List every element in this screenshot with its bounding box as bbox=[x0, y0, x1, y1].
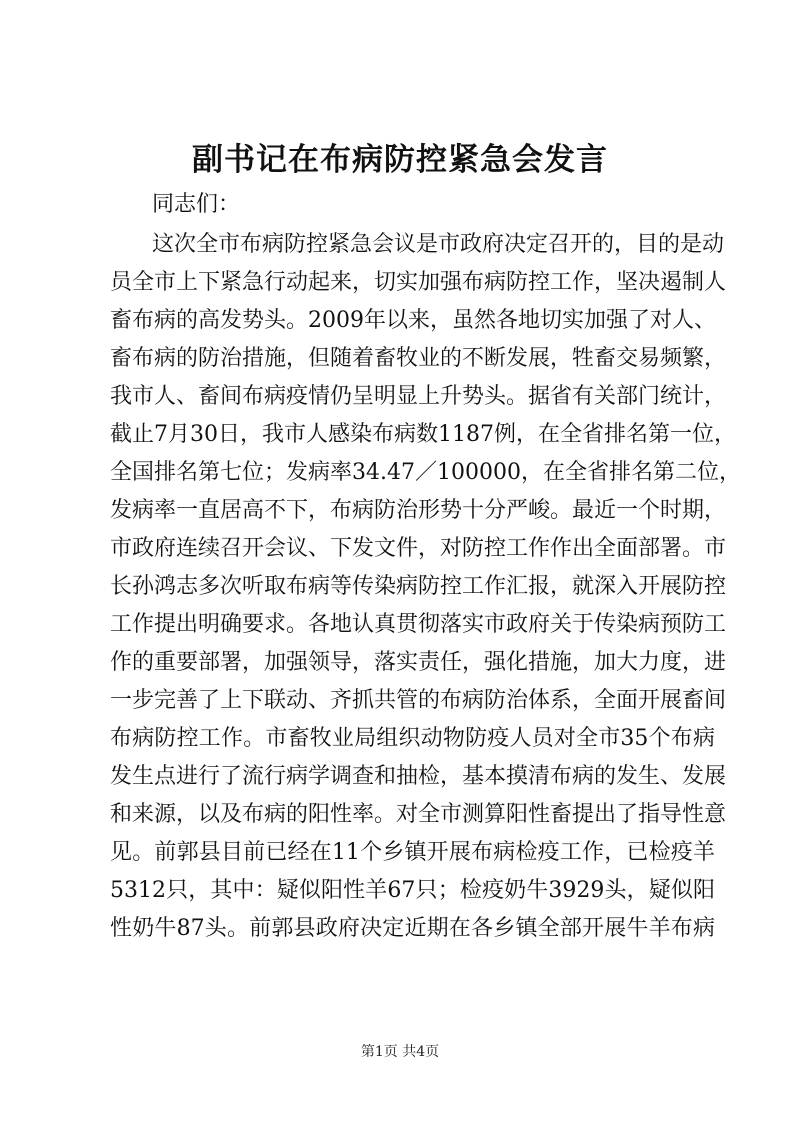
document-title: 副书记在布病防控紧急会发言 bbox=[192, 142, 608, 178]
paragraph-line: 和来源，以及布病的阳性率。对全市测算阳性畜提出了指导性意 bbox=[110, 802, 727, 827]
paragraph-line: 截止7月30日，我市人感染布病数1187例，在全省排名第一位， bbox=[110, 422, 736, 447]
paragraph-line: 长孙鸿志多次听取布病等传染病防控工作汇报，就深入开展防控 bbox=[110, 574, 727, 599]
paragraph-line: 市政府连续召开会议、下发文件，对防控工作作出全面部署。市 bbox=[110, 536, 727, 561]
paragraph-line: 这次全市布病防控紧急会议是市政府决定召开的，目的是动 bbox=[152, 232, 725, 257]
paragraph-line: 畜布病的防治措施，但随着畜牧业的不断发展，牲畜交易频繁， bbox=[110, 346, 727, 371]
paragraph-line: 畜布病的高发势头。2009年以来，虽然各地切实加强了对人、 bbox=[110, 308, 716, 333]
paragraph-line: 布病防控工作。市畜牧业局组织动物防疫人员对全市35个布病 bbox=[110, 726, 715, 751]
paragraph-line: 作的重要部署，加强领导，落实责任，强化措施，加大力度，进 bbox=[110, 650, 727, 675]
salutation: 同志们： bbox=[152, 192, 241, 217]
paragraph-line: 见。前郭县目前已经在11个乡镇开展布病检疫工作，已检疫羊 bbox=[110, 840, 715, 865]
paragraph-line: 性奶牛87头。前郭县政府决定近期在各乡镇全部开展牛羊布病 bbox=[110, 916, 715, 941]
page-footer: 第1页 共4页 bbox=[360, 1044, 440, 1060]
paragraph-line: 全国排名第七位；发病率34.47／100000，在全省排名第二位， bbox=[110, 460, 741, 485]
paragraph-line: 发病率一直居高不下，布病防治形势十分严峻。最近一个时期， bbox=[110, 498, 727, 523]
paragraph-line: 工作提出明确要求。各地认真贯彻落实市政府关于传染病预防工 bbox=[110, 612, 727, 637]
paragraph-line: 发生点进行了流行病学调查和抽检，基本摸清布病的发生、发展 bbox=[110, 764, 727, 789]
paragraph-line: 我市人、畜间布病疫情仍呈明显上升势头。据省有关部门统计， bbox=[110, 384, 727, 409]
paragraph-line: 5312只，其中：疑似阳性羊67只；检疫奶牛3929头，疑似阳 bbox=[110, 878, 715, 903]
paragraph-line: 员全市上下紧急行动起来，切实加强布病防控工作，坚决遏制人 bbox=[110, 270, 727, 295]
paragraph-line: 一步完善了上下联动、齐抓共管的布病防治体系，全面开展畜间 bbox=[110, 688, 727, 713]
